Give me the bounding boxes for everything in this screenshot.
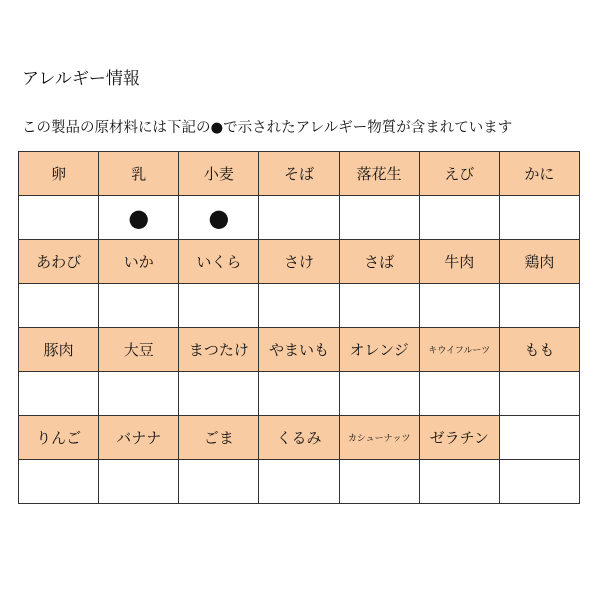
allergen-header-row bbox=[19, 328, 580, 372]
allergen-name-cell: いくら bbox=[179, 240, 259, 284]
allergen-name-cell: カシューナッツ bbox=[339, 416, 419, 460]
allergen-name-cell: まつたけ bbox=[179, 328, 259, 372]
allergen-name-cell: えび bbox=[419, 152, 499, 196]
allergen-value-cell bbox=[339, 284, 419, 328]
allergen-value-row bbox=[19, 284, 580, 328]
allergen-value-cell bbox=[259, 196, 339, 240]
allergen-name-cell: いか bbox=[99, 240, 179, 284]
allergen-name-cell: あわび bbox=[19, 240, 99, 284]
allergen-value-cell bbox=[339, 460, 419, 504]
allergen-value-row bbox=[19, 460, 580, 504]
allergen-value-cell bbox=[99, 372, 179, 416]
allergen-name-cell: かに bbox=[499, 152, 579, 196]
contains-marker: ● bbox=[208, 203, 230, 232]
allergen-value-cell bbox=[19, 196, 99, 240]
allergen-value-cell bbox=[99, 460, 179, 504]
allergen-value-row bbox=[19, 196, 580, 240]
allergen-value-cell bbox=[259, 372, 339, 416]
allergen-value-cell bbox=[259, 284, 339, 328]
allergen-name-cell: 落花生 bbox=[339, 152, 419, 196]
allergen-value-row bbox=[19, 372, 580, 416]
allergen-name-cell: 鶏肉 bbox=[499, 240, 579, 284]
allergen-name-cell: オレンジ bbox=[339, 328, 419, 372]
allergen-name-cell: 牛肉 bbox=[419, 240, 499, 284]
allergen-value-cell bbox=[19, 460, 99, 504]
allergen-value-cell bbox=[499, 460, 579, 504]
allergen-name-cell: りんご bbox=[19, 416, 99, 460]
allergen-value-cell bbox=[19, 284, 99, 328]
allergen-name-cell: 大豆 bbox=[99, 328, 179, 372]
allergen-value-cell bbox=[179, 284, 259, 328]
allergen-name-cell: そば bbox=[259, 152, 339, 196]
allergen-value-cell bbox=[339, 196, 419, 240]
allergen-value-cell bbox=[99, 284, 179, 328]
allergen-value-cell bbox=[419, 460, 499, 504]
allergen-name-cell: くるみ bbox=[259, 416, 339, 460]
allergen-header-row bbox=[19, 152, 580, 196]
allergen-name-cell: 小麦 bbox=[179, 152, 259, 196]
allergen-value-cell bbox=[259, 460, 339, 504]
allergen-header-row bbox=[19, 416, 580, 460]
allergen-name-cell: やまいも bbox=[259, 328, 339, 372]
allergen-name-cell: キウイフルーツ bbox=[419, 328, 499, 372]
allergen-name-cell: 乳 bbox=[99, 152, 179, 196]
description-text: この製品の原材料には下記の●で示されたアレルギー物質が含まれています bbox=[22, 120, 513, 136]
allergen-header-row bbox=[19, 240, 580, 284]
allergen-value-cell bbox=[99, 196, 179, 240]
allergen-value-cell bbox=[179, 460, 259, 504]
allergen-name-cell: ごま bbox=[179, 416, 259, 460]
allergen-value-cell bbox=[419, 284, 499, 328]
allergen-value-cell bbox=[499, 284, 579, 328]
page-title: アレルギー情報 bbox=[22, 69, 140, 89]
allergen-value-cell bbox=[179, 196, 259, 240]
allergen-name-cell: バナナ bbox=[99, 416, 179, 460]
allergen-value-cell bbox=[419, 372, 499, 416]
allergen-name-cell: 豚肉 bbox=[19, 328, 99, 372]
allergen-value-cell bbox=[339, 372, 419, 416]
allergen-name-cell: さば bbox=[339, 240, 419, 284]
allergen-value-cell bbox=[499, 196, 579, 240]
allergen-name-cell: 卵 bbox=[19, 152, 99, 196]
allergen-name-cell: もも bbox=[499, 328, 579, 372]
allergen-value-cell bbox=[419, 196, 499, 240]
allergen-value-cell bbox=[19, 372, 99, 416]
allergen-table bbox=[18, 151, 580, 504]
allergen-value-cell bbox=[499, 372, 579, 416]
empty-cell bbox=[499, 416, 579, 460]
allergen-name-cell: さけ bbox=[259, 240, 339, 284]
allergen-value-cell bbox=[179, 372, 259, 416]
contains-marker: ● bbox=[128, 203, 150, 232]
allergen-name-cell: ゼラチン bbox=[419, 416, 499, 460]
